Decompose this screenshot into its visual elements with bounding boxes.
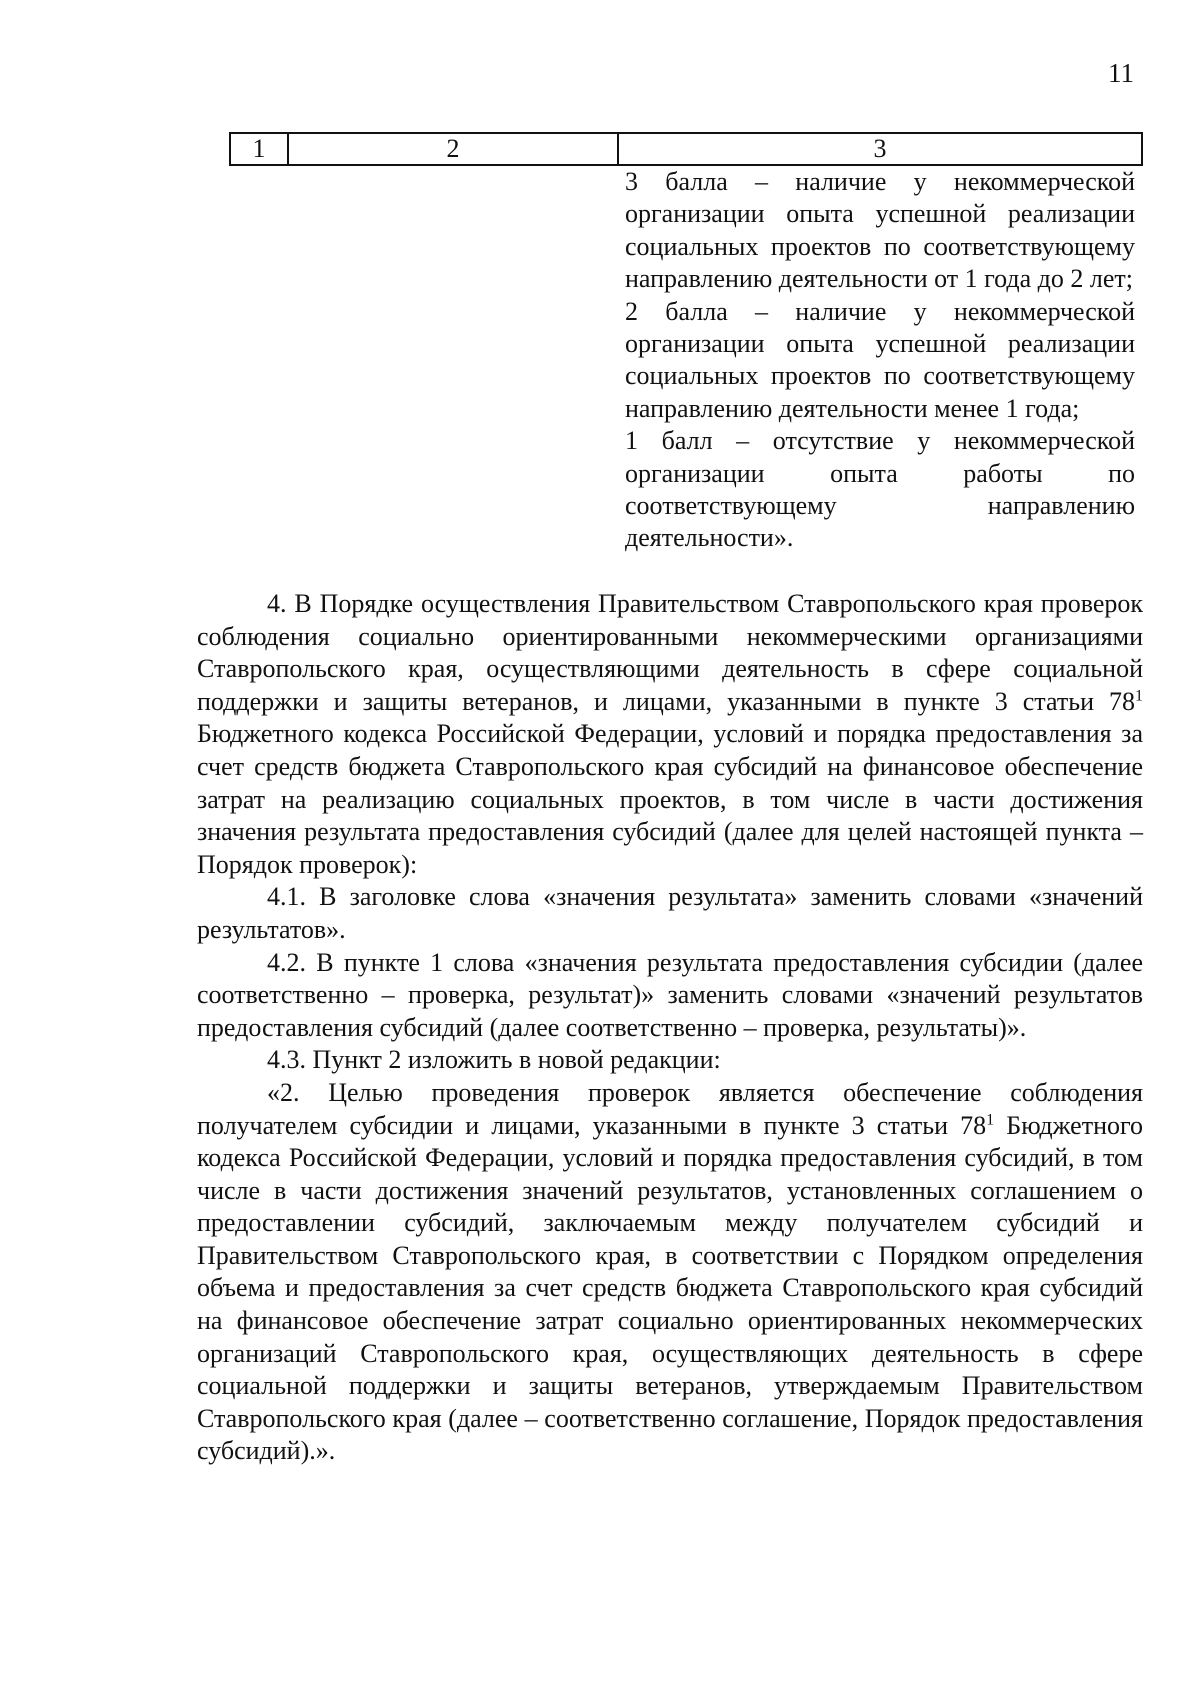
- table-header-row: [229, 132, 1143, 166]
- table-header-col-2: 2: [289, 134, 619, 164]
- paragraph-4-2: 4.2. В пункте 1 слова «значения результата предоставления субсидии (далее соответственно – проверка, результат)» заменить словами «значений результатов предоставления субсидий (далее соответственно – проверка, результаты)».: [197, 947, 1143, 1042]
- score-3-paragraph: 3 балла – наличие у некоммерческой организации опыта успешной реализации социальных проектов по соответствующему направлению деятельности от 1 года до 2 лет;: [625, 167, 1135, 294]
- table-column-3-content: [625, 166, 1135, 555]
- document-body: [197, 588, 1143, 1468]
- table-header-col-3: 3: [873, 134, 887, 163]
- paragraph-new-point-2: «2. Целью проведения проверок является обеспечение соблюдения получателем субсидии и лицами, указанными в пункте 3 статьи $78^1$ Бюджетного кодекса Российской Федерации, условий и порядка предоставления субсидий, в том числе в части достижения значений результатов, установленных соглашением о предоставлении субсидий, заключаемым между получателем субсидий и Правительством Ставропольского края, в соответствии с Порядком определения объема и предоставления за счет средств бюджета Ставропольского края субсидий на финансовое обеспечение затрат социально ориентированных некоммерческих организаций Ставропольского края, осуществляющих деятельность в сфере социальной поддержки и защиты ветеранов, утверждаемым Правительством Ставропольского края (далее – соответственно соглашение, Порядок предоставления субсидий).».: [197, 1077, 1143, 1466]
- page-number: 11: [1108, 58, 1134, 88]
- paragraph-4: 4. В Порядке осуществления Правительством Ставропольского края проверок соблюдения социально ориентированными некоммерческими организациями Ставропольского края, осуществляющими деятельность в сфере социальной поддержки и защиты ветеранов, и лицами, указанными в пункте 3 статьи $78^1$ Бюджетного кодекса Российской Федерации, условий и порядка предоставления за счет средств бюджета Ставропольского края субсидий на финансовое обеспечение затрат на реализацию социальных проектов, в том числе в части достижения значения результата предоставления субсидий (далее для целей настоящей пункта – Порядок проверок):: [197, 589, 1143, 879]
- score-2-paragraph: 2 балла – наличие у некоммерческой организации опыта успешной реализации социальных проектов по соответствующему направлению деятельности менее 1 года;: [625, 296, 1135, 423]
- table-header-col-1: 1: [231, 134, 289, 164]
- paragraph-4-3: 4.3. Пункт 2 изложить в новой редакции:: [267, 1045, 721, 1075]
- score-1-paragraph: 1 балл – отсутствие у некоммерческой организации опыта работы по соответствующему направлению деятельности».: [625, 426, 1135, 553]
- paragraph-4-1: 4.1. В заголовке слова «значения результата» заменить словами «значений результатов».: [197, 882, 1143, 944]
